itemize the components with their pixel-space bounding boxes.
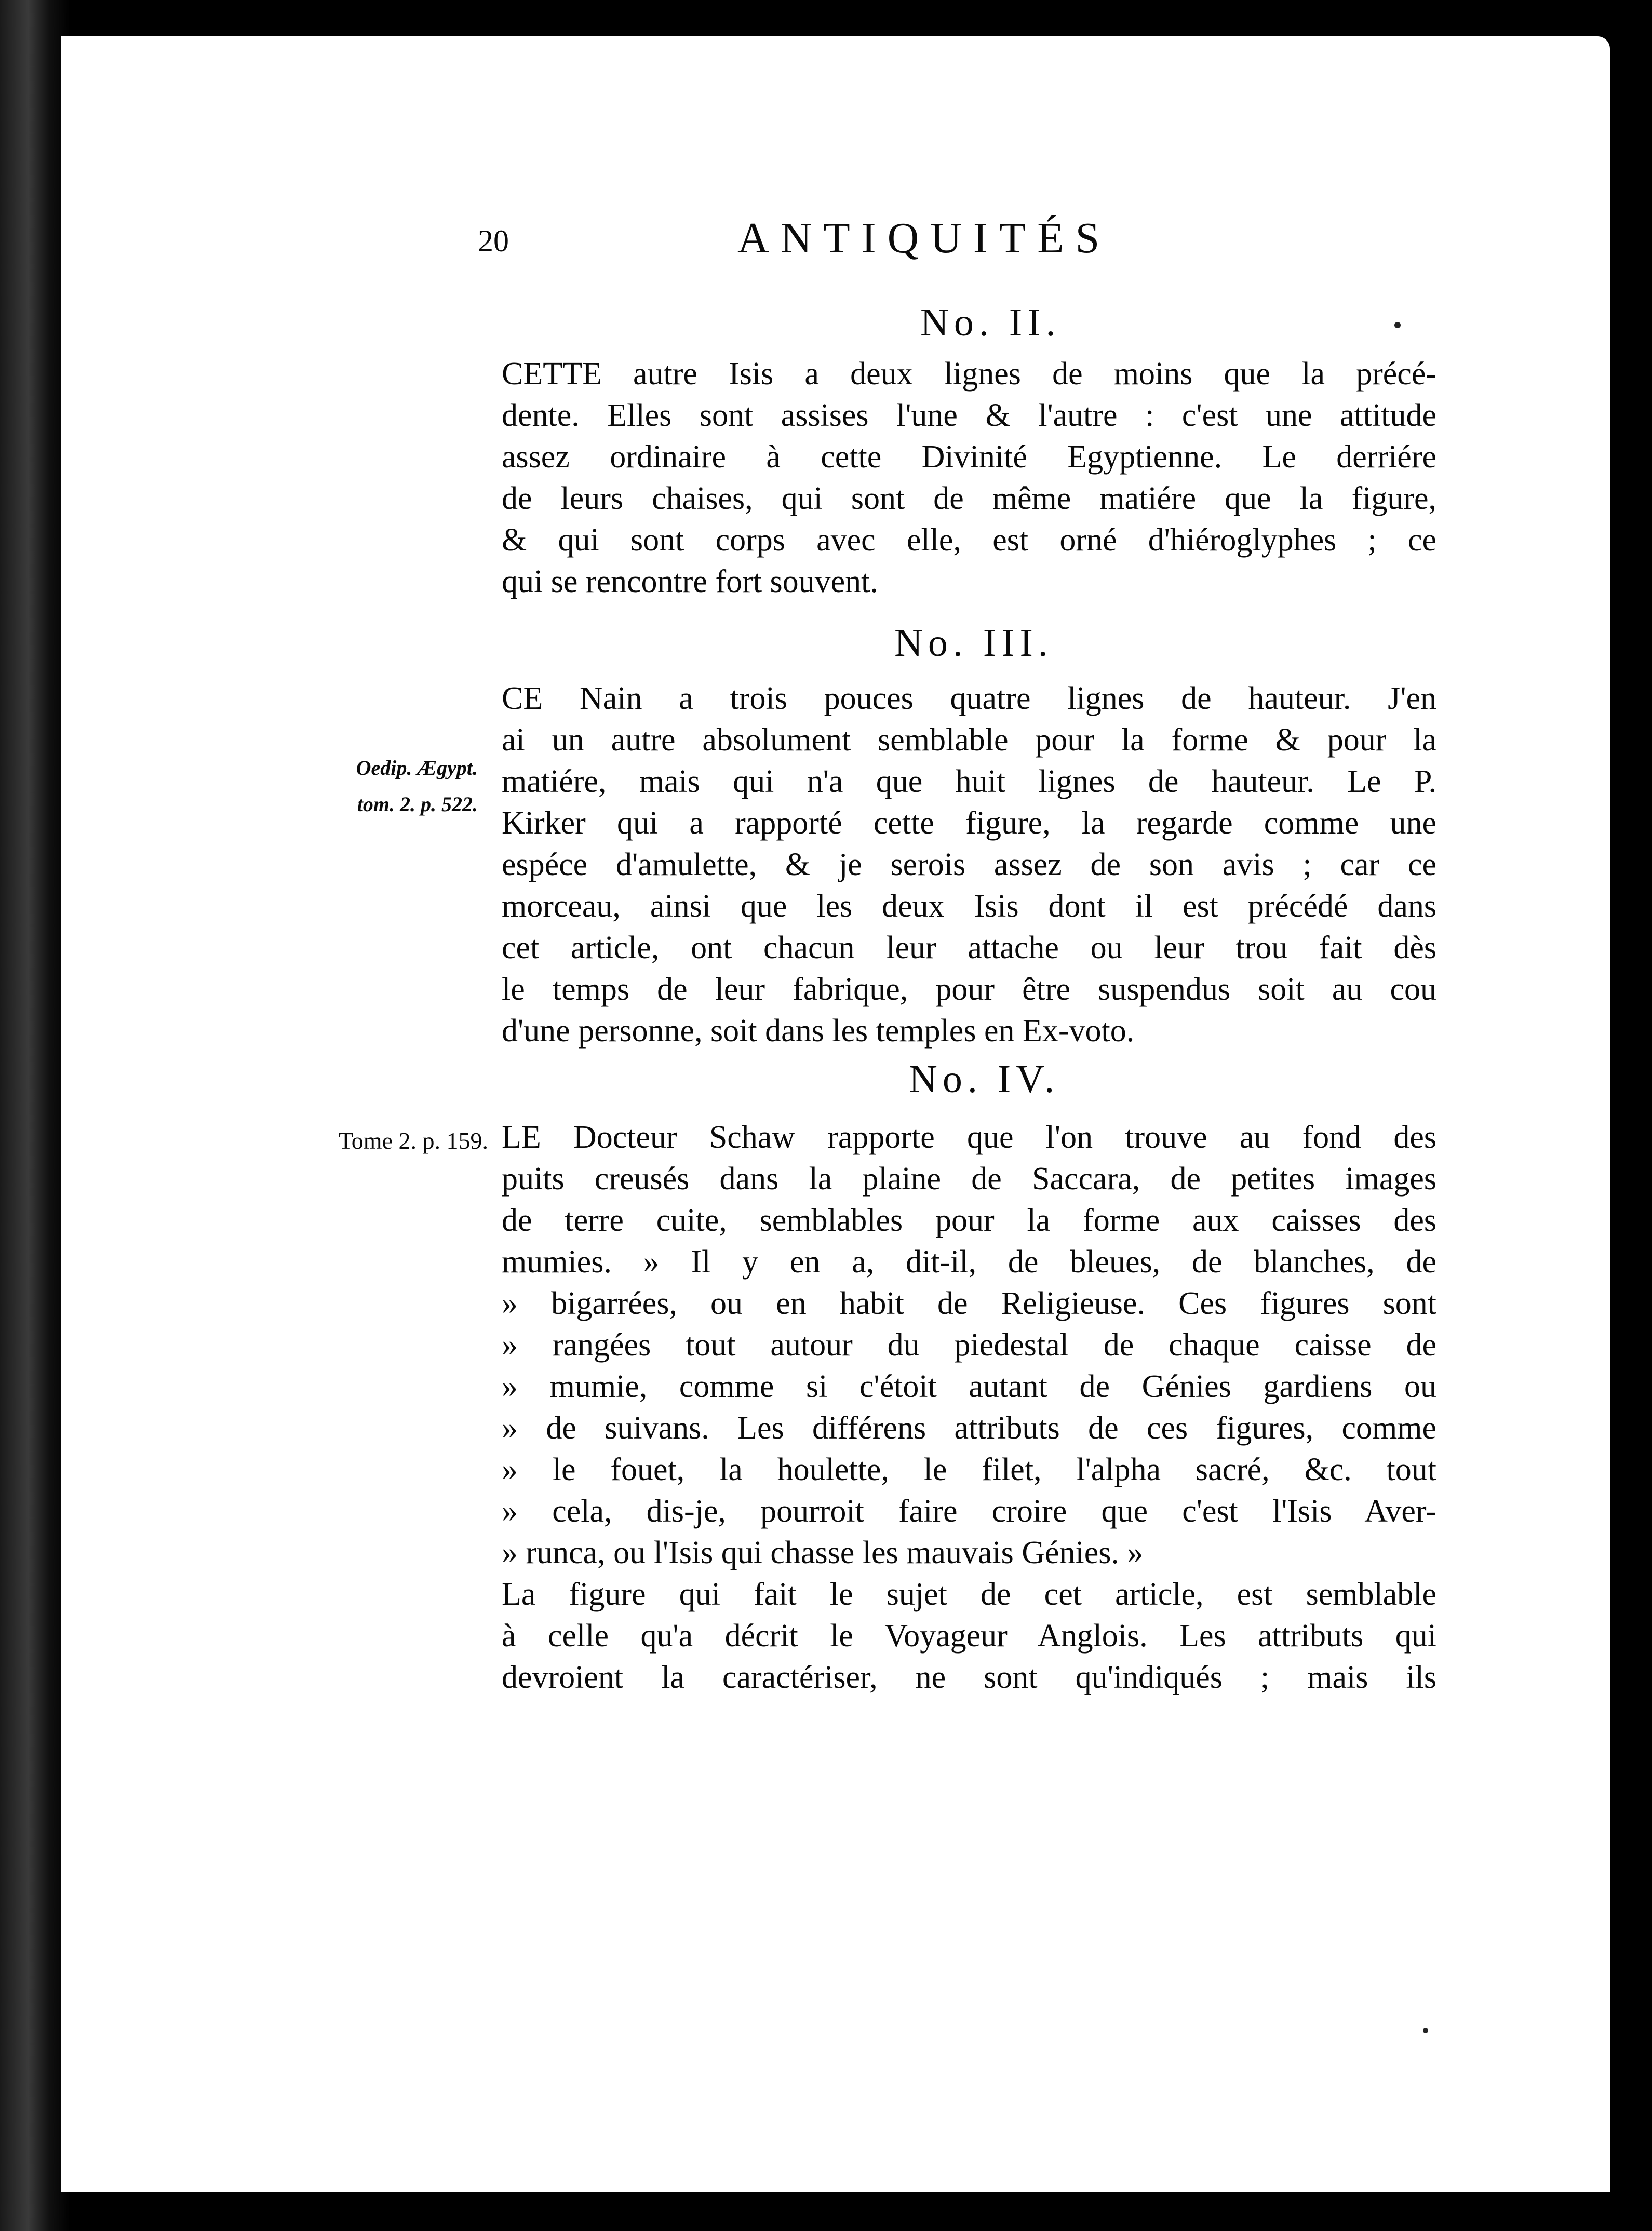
paragraph-ii (502, 353, 1436, 602)
text-line: de leurs chaises, qui sont de même matiére que la figure, (502, 481, 1436, 516)
text-line: » rangées tout autour du piedestal de chaque caisse de (502, 1327, 1436, 1363)
margin-note-oedip-2: tom. 2. p. 522. (357, 792, 478, 816)
section-heading-iii: No. III. (894, 621, 1053, 665)
section-heading-iv: No. IV. (909, 1057, 1060, 1101)
text-line: le temps de leur fabrique, pour être suspendus soit au cou (502, 972, 1436, 1007)
text-line: dente. Elles sont assises l'une & l'autre : c'est une attitude (502, 398, 1436, 433)
text-line: devroient la caractériser, ne sont qu'indiqués ; mais ils (502, 1660, 1436, 1695)
text-line: » de suivans. Les différens attributs de ces figures, comme (502, 1410, 1436, 1446)
text-line: morceau, ainsi que les deux Isis dont il est précédé dans (502, 889, 1436, 924)
text-line: & qui sont corps avec elle, est orné d'hiéroglyphes ; ce (502, 522, 1436, 558)
ink-speck (1394, 322, 1401, 328)
text-line: mumies. » Il y en a, dit-il, de bleues, de blanches, de (502, 1244, 1436, 1280)
page-number: 20 (478, 224, 509, 258)
text-line: » runca, ou l'Isis qui chasse les mauvais Génies. » (502, 1535, 1144, 1570)
text-line: de terre cuite, semblables pour la forme aux caisses des (502, 1203, 1436, 1238)
text-line: puits creusés dans la plaine de Saccara, de petites images (502, 1161, 1436, 1197)
book-binding-edge (0, 0, 70, 2231)
text-line: matiére, mais qui n'a que huit lignes de hauteur. Le P. (502, 764, 1436, 799)
text-line: qui se rencontre fort souvent. (502, 564, 878, 599)
text-line: à celle qu'a décrit le Voyageur Anglois. Les attributs qui (502, 1618, 1436, 1654)
section-heading-ii: No. II. (920, 301, 1061, 344)
margin-note-tome: Tome 2. p. 159. (338, 1127, 488, 1154)
paragraph-iii (502, 678, 1436, 1052)
ink-speck (1423, 2028, 1428, 2033)
text-line: » le fouet, la houlette, le filet, l'alpha sacré, &c. tout (502, 1452, 1436, 1487)
text-line: » bigarrées, ou en habit de Religieuse. Ces figures sont (502, 1286, 1436, 1321)
text-line: Kirker qui a rapporté cette figure, la regarde comme une (502, 805, 1436, 841)
margin-note-oedip-1: Oedip. Ægypt. (356, 756, 478, 779)
running-head (478, 203, 1231, 270)
running-title: ANTIQUITÉS (737, 214, 1111, 262)
text-line: d'une personne, soit dans les temples en Ex-voto. (502, 1013, 1135, 1049)
text-line: espéce d'amulette, & je serois assez de son avis ; car ce (502, 847, 1436, 882)
text-line: » mumie, comme si c'étoit autant de Génies gardiens ou (502, 1369, 1436, 1404)
text-line: ai un autre absolument semblable pour la forme & pour la (502, 722, 1436, 758)
text-line: cet article, ont chacun leur attache ou leur trou fait dès (502, 930, 1436, 965)
text-line: La figure qui fait le sujet de cet article, est semblable (502, 1577, 1436, 1612)
text-line: assez ordinaire à cette Divinité Egyptienne. Le derriére (502, 439, 1436, 475)
text-line: CETTE autre Isis a deux lignes de moins que la précé- (502, 356, 1436, 392)
paragraph-iv (502, 1117, 1436, 1698)
text-line: CE Nain a trois pouces quatre lignes de hauteur. J'en (502, 681, 1436, 716)
text-line: » cela, dis-je, pourroit faire croire que c'est l'Isis Aver- (502, 1494, 1436, 1529)
text-line: LE Docteur Schaw rapporte que l'on trouve au fond des (502, 1120, 1436, 1155)
